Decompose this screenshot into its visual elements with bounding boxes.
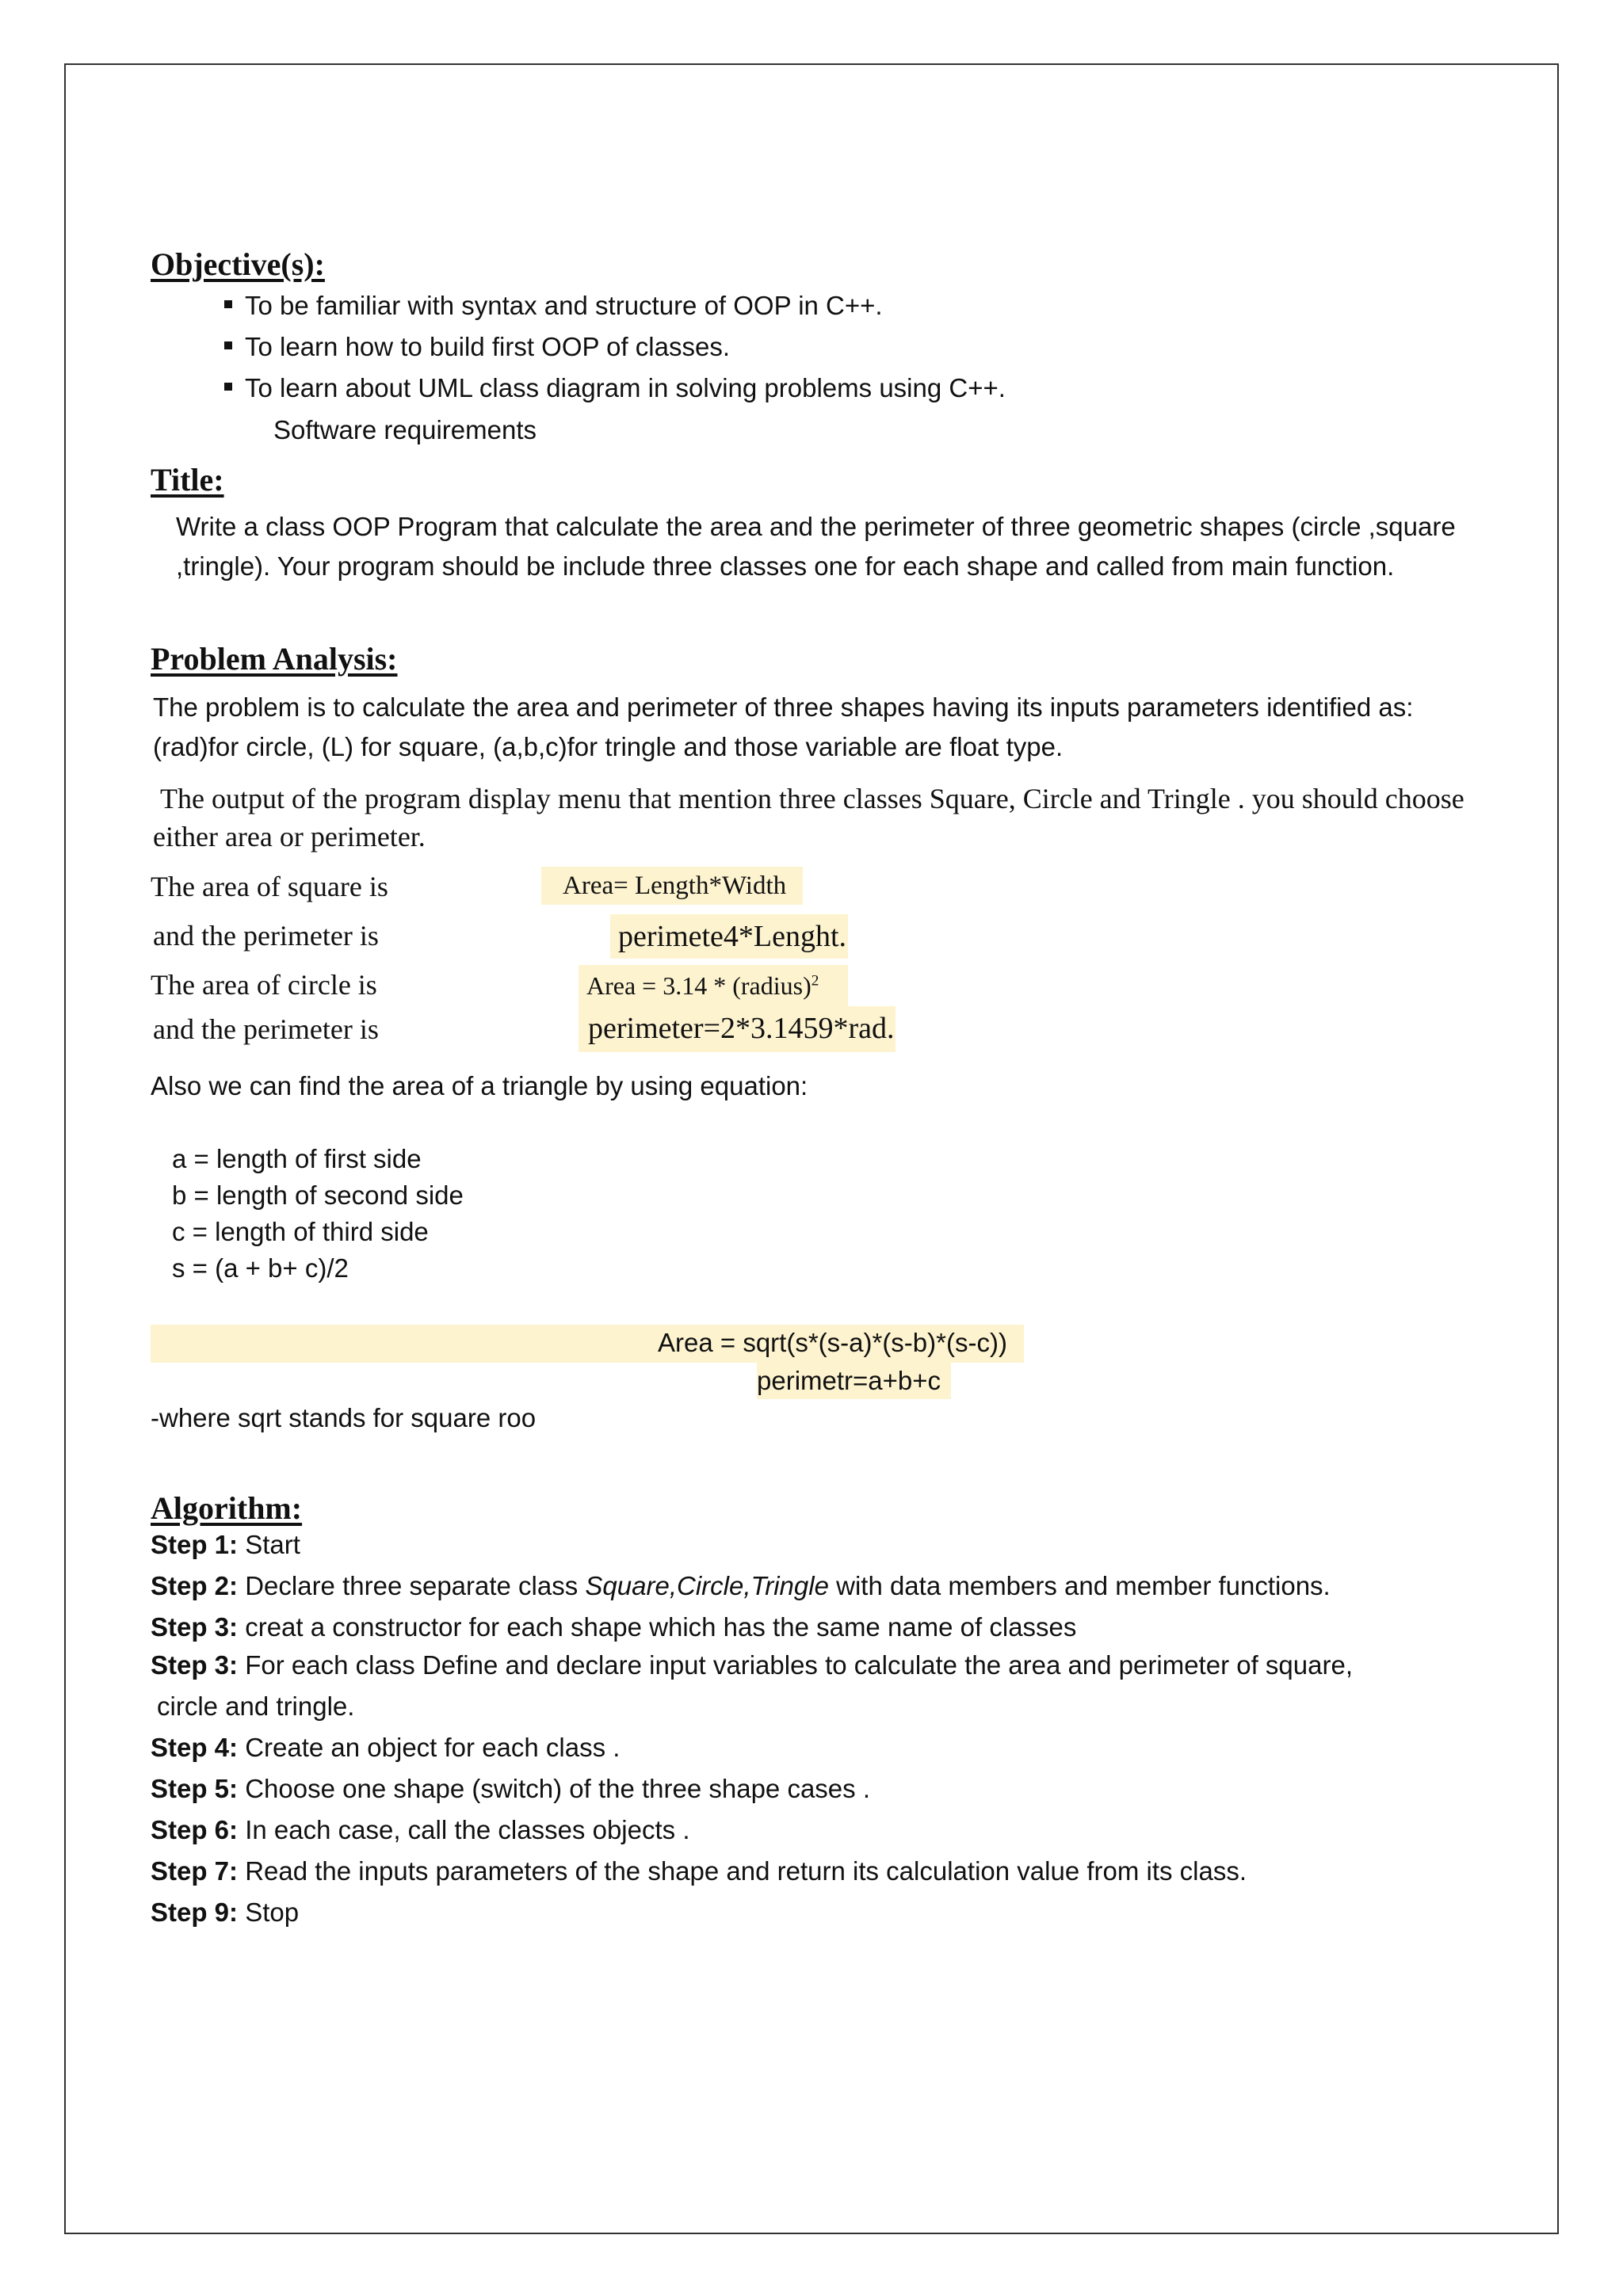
- problem-analysis-heading: Problem Analysis:: [151, 641, 398, 677]
- circle-perimeter-formula: perimeter=2*3.1459*rad.: [588, 1012, 895, 1045]
- triangle-variable: s = (a + b+ c)/2: [172, 1253, 349, 1283]
- title-heading: Title:: [151, 462, 224, 498]
- analysis-paragraph-line: (rad)for circle, (L) for square, (a,b,c)for tringle and those variable are float type.: [153, 732, 1064, 761]
- algorithm-step: Step 3: For each class Define and declare input variables to calculate the area and perimeter of square,: [151, 1650, 1353, 1680]
- square-bullet-icon: [224, 300, 232, 308]
- title-text-line: ,tringle). Your program should be include three classes one for each shape and called from main function.: [176, 551, 1395, 581]
- algorithm-heading: Algorithm:: [151, 1490, 303, 1526]
- triangle-area-formula: Area = sqrt(s*(s-a)*(s-b)*(s-c)): [658, 1328, 1007, 1357]
- square-perimeter-label: and the perimeter is: [153, 920, 379, 952]
- analysis-paragraph-line: The output of the program display menu that mention three classes Square, Circle and Tringle . you should choose: [160, 783, 1465, 814]
- objective-item: To be familiar with syntax and structure of OOP in C++.: [224, 291, 883, 321]
- objective-item: To learn how to build first OOP of classes.: [224, 332, 730, 362]
- triangle-variable: a = length of first side: [172, 1144, 422, 1173]
- objective-item: To learn about UML class diagram in solving problems using C++.: [224, 373, 1006, 403]
- objectives-heading: Objective(s):: [151, 246, 325, 282]
- algorithm-step: Step 1: Start: [151, 1530, 300, 1559]
- circle-area-label: The area of circle is: [151, 969, 377, 1001]
- triangle-variable: b = length of second side: [172, 1180, 464, 1210]
- triangle-intro: Also we can find the area of a triangle by using equation:: [151, 1071, 808, 1100]
- analysis-paragraph-line: The problem is to calculate the area and perimeter of three shapes having its inputs parameters identified as:: [153, 692, 1414, 722]
- algorithm-step: Step 9: Stop: [151, 1897, 300, 1927]
- sqrt-note: -where sqrt stands for square roo: [151, 1403, 537, 1432]
- algorithm-step: Step 4: Create an object for each class .: [151, 1733, 621, 1762]
- square-bullet-icon: [224, 383, 232, 391]
- algorithm-step: Step 3: creat a constructor for each shape which has the same name of classes: [151, 1612, 1077, 1642]
- algorithm-step-continuation: circle and tringle.: [157, 1691, 355, 1721]
- analysis-paragraph-line: either area or perimeter.: [153, 821, 426, 852]
- square-area-formula: Area= Length*Width: [563, 871, 787, 900]
- triangle-variable: c = length of third side: [172, 1217, 429, 1246]
- square-perimeter-formula: perimete4*Lenght.: [618, 920, 847, 953]
- triangle-perimeter-formula: perimetr=a+b+c: [757, 1366, 941, 1395]
- algorithm-step: Step 6: In each case, call the classes objects .: [151, 1815, 690, 1844]
- circle-perimeter-label: and the perimeter is: [153, 1013, 379, 1045]
- algorithm-step: Step 5: Choose one shape (switch) of the three shape cases .: [151, 1774, 870, 1803]
- software-requirements-note: Software requirements: [273, 415, 537, 444]
- circle-area-formula: Area = 3.14 * (radius)$^2$: [586, 971, 819, 1000]
- algorithm-step: Step 2: Declare three separate class Square,Circle,Tringle with data members and member functions.: [151, 1571, 1331, 1600]
- title-text-line: Write a class OOP Program that calculate the area and the perimeter of three geometric shapes (circle ,square: [176, 512, 1456, 541]
- square-bullet-icon: [224, 341, 232, 349]
- square-area-label: The area of square is: [151, 871, 388, 902]
- algorithm-step: Step 7: Read the inputs parameters of the shape and return its calculation value from its class.: [151, 1856, 1247, 1886]
